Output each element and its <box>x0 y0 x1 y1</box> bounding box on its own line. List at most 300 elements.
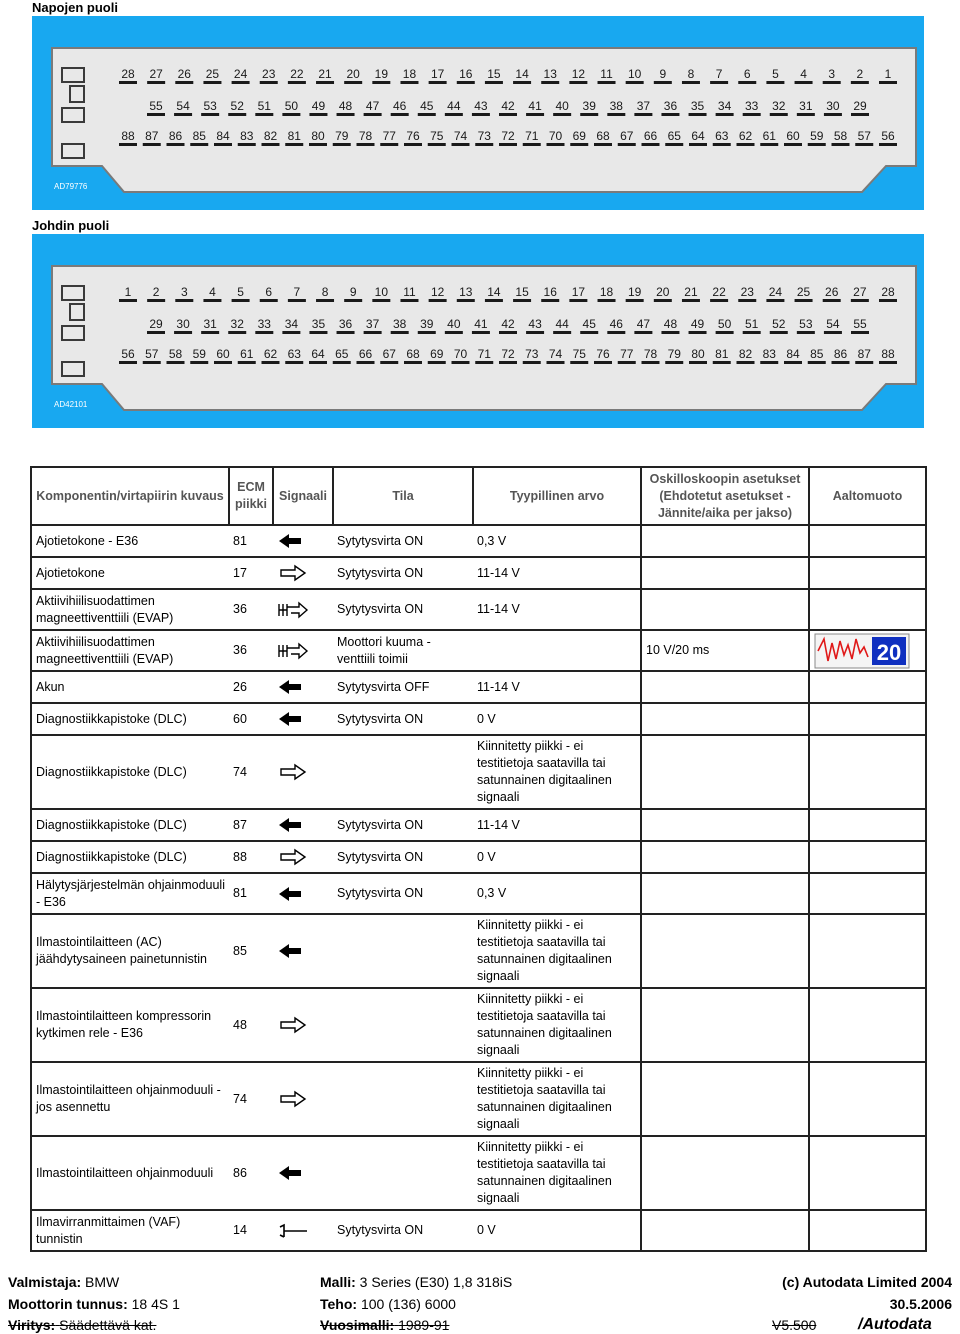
connector-top-pin-bar <box>190 143 208 146</box>
connector-top-pin-bar <box>682 81 700 84</box>
connector-top-pin-label: 21 <box>318 67 332 81</box>
connector-bottom-pin-label: 87 <box>857 347 871 361</box>
connector-top-pin-label: 36 <box>663 99 678 113</box>
waveform-cell <box>809 630 926 671</box>
connector-top-diagram <box>32 16 924 210</box>
signal-cell <box>273 703 333 735</box>
connector-top-pin-bar <box>766 81 784 84</box>
connector-top-pin-bar <box>689 113 707 116</box>
connector-bottom-pin-label: 44 <box>555 317 569 331</box>
table-row <box>31 988 926 1062</box>
footer-date: 30.5.2006 <box>889 1296 952 1312</box>
connector-top-pin-label: 23 <box>262 67 276 81</box>
connector-bottom-pin-label: 74 <box>548 347 563 361</box>
connector-top-pin-label: 2 <box>856 67 864 81</box>
arrow-left-icon <box>277 942 311 960</box>
connector-bottom-pin-label: 62 <box>263 347 278 361</box>
connector-top-pin-bar <box>475 143 493 146</box>
connector-top-pin-bar <box>824 113 842 116</box>
connector-bottom-pin-bar <box>569 299 587 302</box>
sensor-signal-icon <box>277 1222 311 1240</box>
connector-top-pin-label: 26 <box>177 67 191 81</box>
component-cell: Diagnostiikkapistoke (DLC) <box>31 703 229 735</box>
connector-bottom-pin-bar <box>288 299 306 302</box>
connector-bottom-pin-bar <box>513 299 531 302</box>
connector-bottom-pin-label: 6 <box>265 285 273 299</box>
connector-top-pin-label: 64 <box>691 129 705 143</box>
connector-top-pin-bar <box>452 143 470 146</box>
connector-bottom-pin-bar <box>682 299 700 302</box>
engine-label: Moottorin tunnus: <box>8 1296 128 1312</box>
typical-value-cell: 0 V <box>473 1210 641 1251</box>
connector-bottom-pin-bar <box>808 361 826 364</box>
waveform-cell <box>809 589 926 630</box>
connector-top-pin-bar <box>255 113 273 116</box>
pin-cell: 74 <box>229 1062 273 1136</box>
connector-bottom-pin-bar <box>760 361 778 364</box>
connector-bottom-pin-label: 84 <box>786 347 800 361</box>
signal-cell <box>273 630 333 671</box>
connector-top-pin-label: 39 <box>582 99 596 113</box>
connector-bottom-pin-label: 53 <box>799 317 813 331</box>
connector-bottom-pin-label: 37 <box>365 317 380 331</box>
connector-top-pin-bar <box>485 81 503 84</box>
connector-top-pin-bar <box>797 113 815 116</box>
pin-cell: 48 <box>229 988 273 1062</box>
pin-cell: 14 <box>229 1210 273 1251</box>
connector-top-pin-bar <box>553 113 571 116</box>
connector-top-pin-label: 71 <box>525 129 539 143</box>
connector-top-pin-label: 32 <box>772 99 786 113</box>
connector-top-pin-label: 11 <box>600 67 613 81</box>
connector-top-pin-bar <box>598 81 616 84</box>
table-row <box>31 809 926 841</box>
footer-engine <box>8 1296 180 1312</box>
table-row <box>31 703 926 735</box>
connector-bottom-pin-bar <box>661 331 679 334</box>
connector-bottom-pin-label: 79 <box>667 347 681 361</box>
connector-top-pin-bar <box>499 143 517 146</box>
connector-top-pin-bar <box>232 81 250 84</box>
connector-bottom-pin-label: 86 <box>833 347 848 361</box>
connector-top-pin-bar <box>770 113 788 116</box>
waveform-cell <box>809 1136 926 1210</box>
connector-bottom-pin-bar <box>607 331 625 334</box>
waveform-cell <box>809 914 926 988</box>
connector-bottom-pin-bar <box>174 331 192 334</box>
connector-bottom-pin-bar <box>143 361 161 364</box>
connector-top-pin-bar <box>418 113 436 116</box>
connector-top-pin-bar <box>654 81 672 84</box>
connector-top-pin-bar <box>823 81 841 84</box>
signal-cell <box>273 1210 333 1251</box>
year-value: 1989-91 <box>398 1317 450 1333</box>
connector-top-pin-bar <box>569 81 587 84</box>
connector-top-pin-label: 8 <box>687 67 695 81</box>
connector-top-pin-label: 1 <box>884 67 892 81</box>
oscilloscope-cell <box>641 809 809 841</box>
connector-top-pin-label: 49 <box>311 99 326 113</box>
connector-bottom-pin-label: 17 <box>571 285 586 299</box>
table-row <box>31 589 926 630</box>
connector-bottom-pin-label: 22 <box>712 285 726 299</box>
connector-top-pin-label: 82 <box>263 129 278 143</box>
arrow-right-icon <box>277 564 311 582</box>
connector-top-pin-label: 18 <box>402 67 417 81</box>
connector-bottom-pin-bar <box>316 299 334 302</box>
table-row <box>31 557 926 589</box>
model-value: 3 Series (E30) 1,8 318iS <box>359 1274 513 1290</box>
connector-top-pin-label: 27 <box>149 67 163 81</box>
connector-top-pin-bar <box>288 81 306 84</box>
connector-top-code: AD79776 <box>54 182 88 191</box>
connector-bottom-pin-bar <box>418 331 436 334</box>
connector-bottom-pin-label: 73 <box>525 347 539 361</box>
connector-top-pin-label: 3 <box>828 67 836 81</box>
connector-bottom-pin-label: 57 <box>145 347 159 361</box>
connector-bottom-pin-bar <box>333 361 351 364</box>
arrow-left-icon <box>277 1164 311 1182</box>
connector-bottom-pin-label: 77 <box>620 347 634 361</box>
connector-top-pin-label: 44 <box>447 99 461 113</box>
connector-bottom-pin-label: 42 <box>501 317 515 331</box>
connector-top-pin-label: 48 <box>338 99 353 113</box>
connector-top-pin-bar <box>445 113 463 116</box>
connector-top-pin-bar <box>879 81 897 84</box>
typical-value-cell <box>473 630 641 671</box>
connector-top-pin-bar <box>201 113 219 116</box>
connector-bottom-pin-bar <box>713 361 731 364</box>
oscilloscope-cell <box>641 988 809 1062</box>
connector-bottom-pin-bar <box>716 331 734 334</box>
connector-bottom-pin-bar <box>282 331 300 334</box>
typical-value-cell: 0,3 V <box>473 873 641 914</box>
connector-bottom-pin-label: 51 <box>745 317 759 331</box>
pin-cell: 74 <box>229 735 273 809</box>
connector-bottom-pin-label: 23 <box>740 285 754 299</box>
connector-bottom-pin-label: 7 <box>293 285 301 299</box>
connector-top-pin-bar <box>143 143 161 146</box>
power-value: 100 (136) 6000 <box>360 1296 456 1312</box>
connector-bottom-pin-bar <box>770 331 788 334</box>
table-row <box>31 735 926 809</box>
connector-bottom-pin-label: 14 <box>487 285 501 299</box>
state-cell: Sytytysvirta ON <box>333 525 473 557</box>
pin-cell: 85 <box>229 914 273 988</box>
connector-top-pin-label: 69 <box>572 129 586 143</box>
connector-bottom-pin-bar <box>380 361 398 364</box>
connector-bottom-pin-bar <box>851 331 869 334</box>
connector-top-pin-label: 81 <box>287 129 301 143</box>
connector-bottom-pin-label: 88 <box>881 347 895 361</box>
connector-bottom-pin-bar <box>262 361 280 364</box>
connector-top-pin-bar <box>364 113 382 116</box>
connector-bottom-pin-label: 35 <box>311 317 326 331</box>
connector-bottom-pin-label: 63 <box>287 347 301 361</box>
connector-top-pin-label: 68 <box>596 129 610 143</box>
connector-bottom-pin-bar <box>445 331 463 334</box>
wire-side-connector <box>32 234 924 428</box>
header-signal: Signaali <box>273 467 333 525</box>
component-cell: Diagnostiikkapistoke (DLC) <box>31 735 229 809</box>
typical-value-cell: Kiinnitetty piikki - ei testitietoja saatavilla tai satunnainen digitaalinen signaali <box>473 914 641 988</box>
connector-top-pin-bar <box>851 113 869 116</box>
connector-top-pin-label: 34 <box>717 99 732 113</box>
connector-bottom-pin-label: 70 <box>453 347 468 361</box>
connector-bottom-pin-label: 55 <box>853 317 867 331</box>
connector-bottom-pin-bar <box>832 361 850 364</box>
connector-bottom-pin-bar <box>710 299 728 302</box>
connector-bottom-pin-label: 24 <box>768 285 783 299</box>
connector-top-pin-bar <box>689 143 707 146</box>
oscilloscope-cell <box>641 589 809 630</box>
footer-tuning <box>8 1317 156 1333</box>
table-row <box>31 1062 926 1136</box>
connector-bottom-pin-label: 36 <box>338 317 353 331</box>
connector-top-pin-bar <box>713 143 731 146</box>
connector-bottom-pin-bar <box>580 331 598 334</box>
connector-bottom-pin-bar <box>784 361 802 364</box>
connector-bottom-pin-label: 15 <box>515 285 529 299</box>
connector-bottom-pin-label: 52 <box>772 317 786 331</box>
connector-top-pin-label: 80 <box>311 129 325 143</box>
tuning-label: Viritys: <box>8 1317 56 1333</box>
signal-cell <box>273 988 333 1062</box>
connector-top-pin-bar <box>832 143 850 146</box>
connector-top-pin-bar <box>808 143 826 146</box>
connector-top-pin-label: 53 <box>203 99 217 113</box>
connector-bottom-pin-bar <box>795 299 813 302</box>
connector-top-pin-label: 78 <box>358 129 373 143</box>
connector-bottom-pin-label: 59 <box>192 347 206 361</box>
connector-top-pin-label: 61 <box>762 129 776 143</box>
connector-bottom-pin-label: 25 <box>796 285 811 299</box>
maker-value: BMW <box>85 1274 120 1290</box>
connector-top-pin-bar <box>228 113 246 116</box>
connector-top-pin-bar <box>541 81 559 84</box>
connector-bottom-pin-bar <box>499 361 517 364</box>
connector-bottom-pin-bar <box>119 299 137 302</box>
connector-bottom-pin-label: 34 <box>284 317 299 331</box>
connector-top-pin-bar <box>580 113 598 116</box>
connector-bottom-pin-bar <box>255 331 273 334</box>
page-footer <box>0 1270 960 1333</box>
connector-bottom-pin-label: 9 <box>349 285 357 299</box>
terminal-side-connector <box>32 16 924 210</box>
connector-bottom-pin-bar <box>766 299 784 302</box>
connector-top-pin-label: 38 <box>609 99 623 113</box>
footer-power <box>320 1296 456 1312</box>
pin-cell: 60 <box>229 703 273 735</box>
connector-bottom-pin-label: 10 <box>374 285 389 299</box>
connector-bottom-pin-label: 43 <box>528 317 542 331</box>
connector-top-pin-bar <box>499 113 517 116</box>
power-label: Teho: <box>320 1296 358 1312</box>
connector-bottom-pin-label: 18 <box>599 285 614 299</box>
connector-bottom-pin-bar <box>689 331 707 334</box>
component-cell: Ajotietokone - E36 <box>31 525 229 557</box>
connector-bottom-pin-label: 40 <box>447 317 461 331</box>
connector-bottom-pin-label: 16 <box>543 285 557 299</box>
typical-value-cell: 11-14 V <box>473 809 641 841</box>
connector-top-pin-label: 25 <box>205 67 220 81</box>
signal-cell <box>273 589 333 630</box>
connector-bottom-pin-bar <box>457 299 475 302</box>
connector-bottom-pin-bar <box>404 361 422 364</box>
component-cell: Hälytysjärjestelmän ohjainmoduuli - E36 <box>31 873 229 914</box>
connector-bottom-pin-bar <box>598 299 616 302</box>
connector-top-pin-bar <box>147 113 165 116</box>
header-ecm: ECM piikki <box>229 467 273 525</box>
connector-top-pin-bar <box>174 113 192 116</box>
component-cell: Ilmastointilaitteen (AC) jäähdytysaineen painetunnistin <box>31 914 229 988</box>
connector-top-pin-bar <box>570 143 588 146</box>
connector-bottom-pin-label: 56 <box>121 347 135 361</box>
connector-top-pin-label: 17 <box>430 67 445 81</box>
connector-top-pin-bar <box>738 81 756 84</box>
connector-top-pin-bar <box>238 143 256 146</box>
signal-cell <box>273 1136 333 1210</box>
connector-top-pin-bar <box>372 81 390 84</box>
connector-bottom-pin-label: 38 <box>393 317 407 331</box>
connector-top-pin-label: 46 <box>393 99 407 113</box>
connector-bottom-pin-bar <box>429 299 447 302</box>
connector-top-pin-bar <box>119 143 137 146</box>
connector-bottom-pin-bar <box>541 299 559 302</box>
waveform-cell <box>809 809 926 841</box>
connector-bottom-pin-bar <box>201 331 219 334</box>
connector-bottom-pin-label: 69 <box>430 347 444 361</box>
connector-bottom-pin-label: 45 <box>582 317 596 331</box>
year-label: Vuosimalli: <box>320 1317 395 1333</box>
connector-bottom-pin-label: 4 <box>209 285 216 299</box>
connector-top-pin-label: 15 <box>487 67 501 81</box>
connector-top-pin-label: 60 <box>786 129 800 143</box>
connector-bottom-pin-label: 72 <box>501 347 515 361</box>
connector-top-pin-label: 63 <box>715 129 729 143</box>
oscilloscope-cell <box>641 703 809 735</box>
connector-top-pin-label: 58 <box>833 129 848 143</box>
connector-top-pin-bar <box>523 143 541 146</box>
waveform-label: 20 <box>876 639 902 665</box>
state-cell: Sytytysvirta ON <box>333 557 473 589</box>
connector-top-pin-bar <box>607 113 625 116</box>
connector-bottom-pin-label: 31 <box>203 317 217 331</box>
connector-top-pin-label: 9 <box>659 67 667 81</box>
pin-cell: 17 <box>229 557 273 589</box>
connector-bottom-pin-bar <box>797 331 815 334</box>
connector-top-pin-label: 51 <box>257 99 271 113</box>
connector-top-pin-bar <box>391 113 409 116</box>
connector-top-pin-bar <box>262 143 280 146</box>
connector-bottom-pin-bar <box>391 331 409 334</box>
signal-cell <box>273 809 333 841</box>
connector-top-pin-label: 59 <box>810 129 824 143</box>
pin-cell: 36 <box>229 630 273 671</box>
connector-top-pin-bar <box>710 81 728 84</box>
signal-cell <box>273 557 333 589</box>
connector-bottom-pin-bar <box>472 331 490 334</box>
terminal-side-label: Napojen puoli <box>32 0 118 15</box>
connector-top-pin-bar <box>526 113 544 116</box>
connector-bottom-pin-label: 54 <box>826 317 840 331</box>
connector-bottom-pin-bar <box>879 299 897 302</box>
connector-bottom-pin-label: 76 <box>596 347 610 361</box>
connector-top-pin-label: 73 <box>477 129 491 143</box>
connector-top-pin-label: 19 <box>374 67 389 81</box>
table-row <box>31 630 926 671</box>
state-cell: Sytytysvirta OFF <box>333 671 473 703</box>
state-cell: Sytytysvirta ON <box>333 841 473 873</box>
connector-top-pin-label: 77 <box>382 129 396 143</box>
connector-bottom-pin-bar <box>337 331 355 334</box>
connector-top-pin-label: 54 <box>176 99 190 113</box>
connector-top-pin-label: 43 <box>474 99 488 113</box>
connector-top-pin-bar <box>404 143 422 146</box>
pin-cell: 87 <box>229 809 273 841</box>
signal-cell <box>273 671 333 703</box>
wire-side-label: Johdin puoli <box>32 218 110 233</box>
connector-top-pin-bar <box>547 143 565 146</box>
connector-top-pin-label: 83 <box>240 129 254 143</box>
arrow-right-icon <box>277 1090 311 1108</box>
connector-top-pin-bar <box>879 143 897 146</box>
connector-top-pin-label: 41 <box>528 99 542 113</box>
state-cell: Sytytysvirta ON <box>333 873 473 914</box>
connector-bottom-pin-bar <box>553 331 571 334</box>
connector-top-pin-bar <box>147 81 165 84</box>
connector-bottom-pin-bar <box>824 331 842 334</box>
footer-model <box>320 1274 512 1290</box>
pin-cell: 36 <box>229 589 273 630</box>
connector-top-pin-bar <box>119 81 137 84</box>
connector-bottom-pin-bar <box>357 361 375 364</box>
connector-bottom-pin-label: 68 <box>406 347 420 361</box>
arrow-left-icon <box>277 816 311 834</box>
header-waveform: Aaltomuoto <box>809 467 926 525</box>
header-state: Tila <box>333 467 473 525</box>
connector-bottom-pin-bar <box>626 299 644 302</box>
oscilloscope-cell: 10 V/20 ms <box>641 630 809 671</box>
connector-bottom-pin-bar <box>485 299 503 302</box>
connector-top-pin-label: 35 <box>690 99 705 113</box>
component-cell: Ajotietokone <box>31 557 229 589</box>
connector-top-pin-bar <box>472 113 490 116</box>
signal-cell <box>273 873 333 914</box>
connector-top-pin-label: 33 <box>745 99 759 113</box>
arrow-left-icon <box>277 885 311 903</box>
signal-cell <box>273 841 333 873</box>
connector-top-pin-label: 79 <box>335 129 349 143</box>
connector-top-pin-bar <box>285 143 303 146</box>
connector-bottom-pin-label: 29 <box>149 317 163 331</box>
connector-bottom-pin-label: 64 <box>311 347 325 361</box>
connector-bottom-pin-bar <box>167 361 185 364</box>
connector-top-pin-label: 13 <box>543 67 557 81</box>
connector-top-pin-label: 12 <box>571 67 586 81</box>
engine-value: 18 4S 1 <box>131 1296 180 1312</box>
connector-bottom-pin-label: 20 <box>656 285 670 299</box>
waveform-cell <box>809 735 926 809</box>
connector-top-pin-bar <box>400 81 418 84</box>
connector-bottom-pin-label: 27 <box>853 285 867 299</box>
connector-bottom-pin-label: 11 <box>403 285 416 299</box>
oscilloscope-cell <box>641 525 809 557</box>
table-row <box>31 1136 926 1210</box>
connector-top-pin-label: 6 <box>743 67 751 81</box>
coil-output-icon <box>277 601 311 619</box>
connector-bottom-pin-bar <box>214 361 232 364</box>
